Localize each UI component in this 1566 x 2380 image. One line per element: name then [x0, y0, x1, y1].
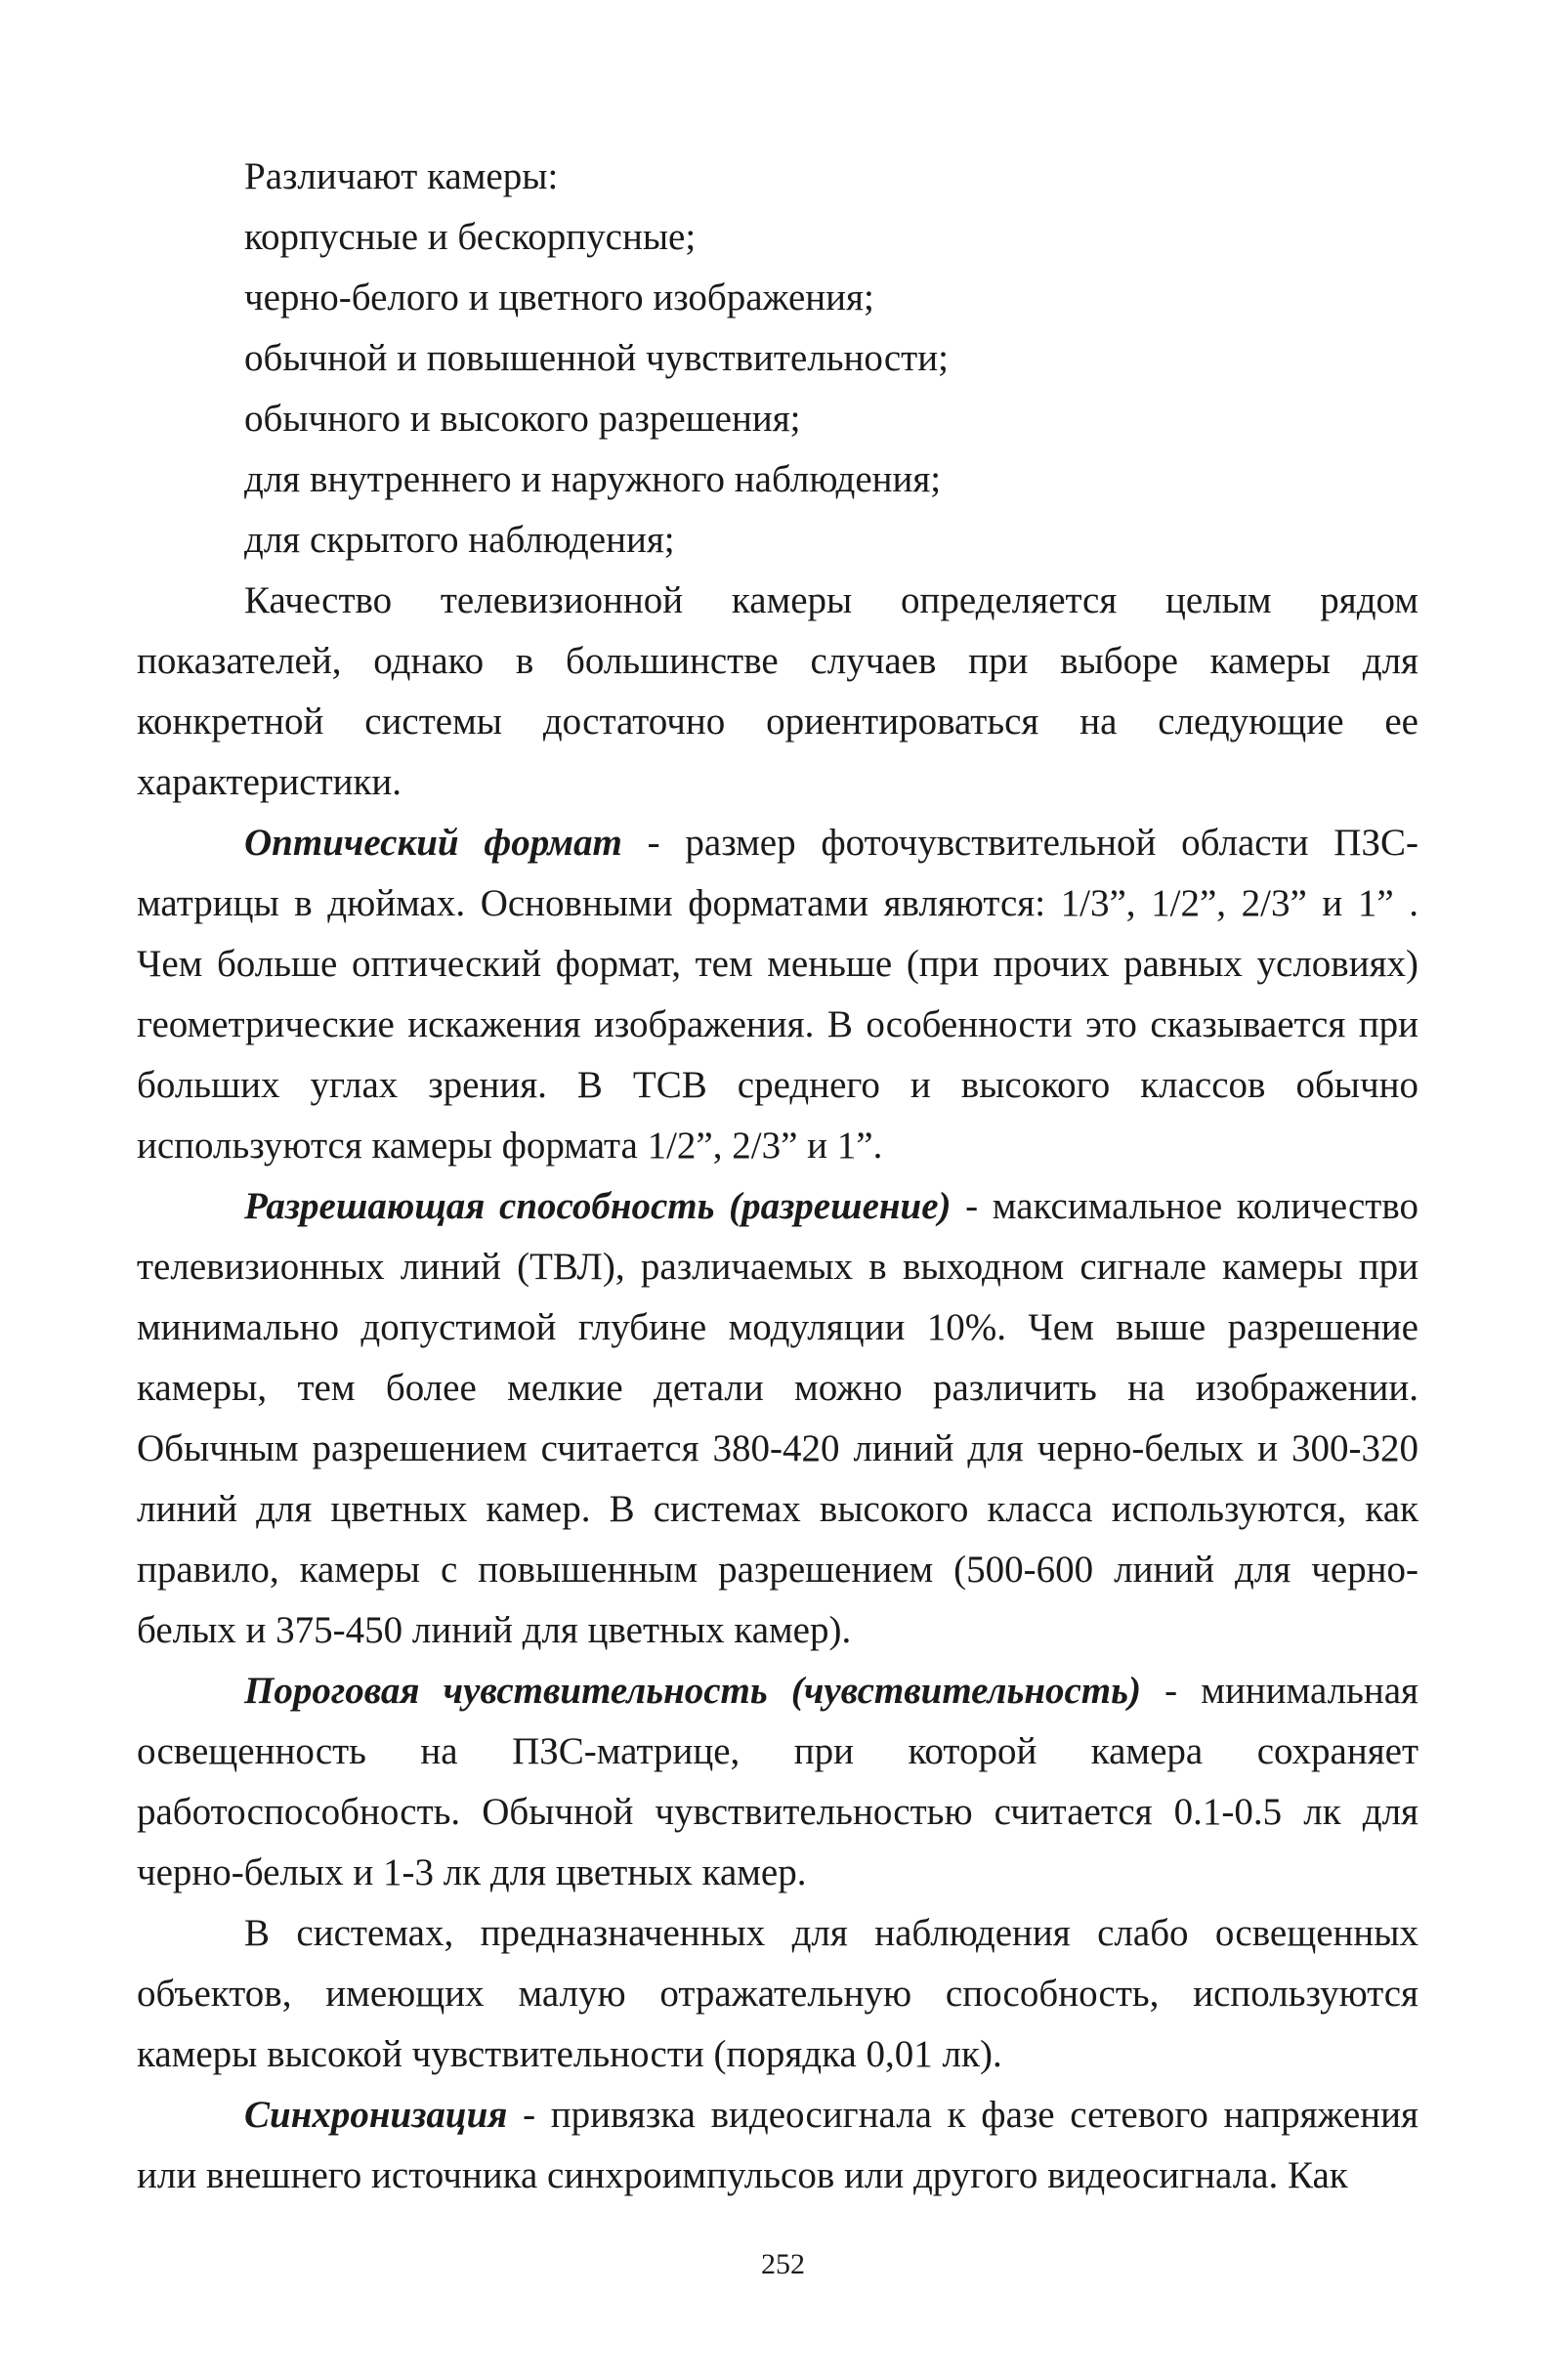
paragraph-optical-format — [137, 813, 1418, 1176]
list-intro: Различают камеры: — [244, 155, 559, 197]
list-item: обычной и повышенной чувствительности; — [244, 337, 949, 379]
term-resolution: Разрешающая способность (разрешение) — [244, 1185, 952, 1227]
paragraph-sync — [137, 2085, 1418, 2206]
paragraph-low-light-text: В системах, предназначенных для наблюдения слабо освещенных объектов, имеющих малую отражательную способность, используются камеры высокой чувствительности (порядка 0,01 лк). — [137, 1912, 1418, 2075]
list-item: для скрытого наблюдения; — [244, 519, 675, 561]
list-item: для внутреннего и наружного наблюдения; — [244, 458, 942, 500]
paragraph-low-light — [137, 1903, 1418, 2085]
page-text — [137, 147, 1418, 2206]
camera-type-list — [137, 207, 1418, 571]
term-sensitivity: Пороговая чувствительность (чувствительность) — [244, 1670, 1141, 1712]
paragraph-resolution — [137, 1176, 1418, 1661]
paragraph-sync-text: - привязка видеосигнала к фазе сетевого напряжения или внешнего источника синхроимпульсов или другого видеосигнала. Как — [137, 2094, 1418, 2196]
paragraph-resolution-text: - максимальное количество телевизионных линий (ТВЛ), различаемых в выходном сигнале камеры при минимально допустимой глубине модуляции 10%. Чем выше разрешение камеры, тем более мелкие детали можно различить на изображении. Обычным разрешением считается 380-420 линий для черно-белых и 300-320 линий для цветных камер. В системах высокого класса используются, как правило, камеры с повышенным разрешением (500-600 линий для черно-белых и 375-450 линий для цветных камер). — [137, 1185, 1418, 1651]
paragraph-sensitivity — [137, 1661, 1418, 1903]
paragraph-quality-text: Качество телевизионной камеры определяется целым рядом показателей, однако в большинстве случаев при выборе камеры для конкретной системы достаточно ориентироваться на следующие ее характеристики. — [137, 579, 1418, 803]
paragraph-quality — [137, 571, 1418, 813]
list-item: черно-белого и цветного изображения; — [244, 276, 874, 319]
term-optical-format: Оптический формат — [244, 822, 622, 864]
term-sync: Синхронизация — [244, 2094, 508, 2136]
list-item: обычного и высокого разрешения; — [244, 398, 801, 440]
list-item: корпусные и бескорпусные; — [244, 216, 697, 258]
page-number: 252 — [761, 2248, 805, 2280]
paragraph-sensitivity-text: - минимальная освещенность на ПЗС-матрице, при которой камера сохраняет работоспособность. Обычной чувствительностью считается 0.1-0.5 лк для черно-белых и 1-3 лк для цветных камер. — [137, 1670, 1418, 1893]
paragraph-optical-format-text: - размер фоточувствительной области ПЗС-матрицы в дюймах. Основными форматами являются: 1/3”, 1/2”, 2/3” и 1” . Чем больше оптический формат, тем меньше (при прочих равных условиях) геометрические искажения изображения. В особенности это сказывается при больших углах зрения. В ТСВ среднего и высокого классов обычно используются камеры формата 1/2”, 2/3” и 1”. — [137, 822, 1418, 1167]
